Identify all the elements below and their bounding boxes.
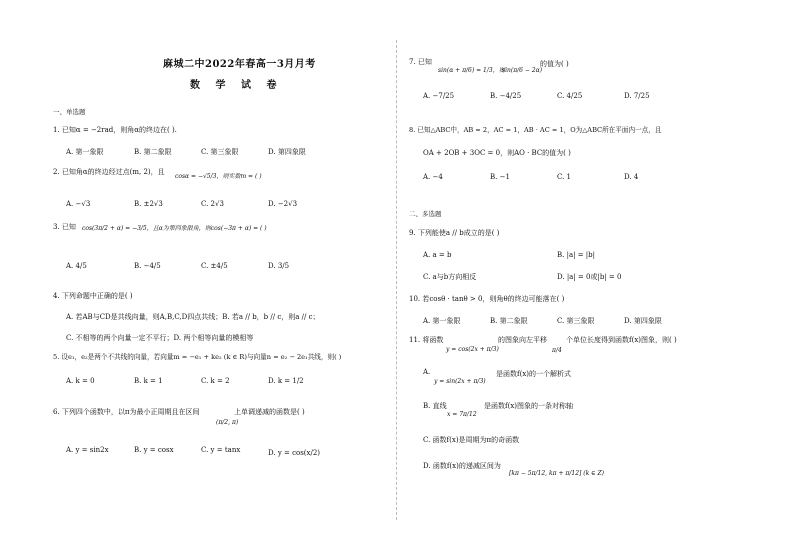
q9-option-b: B. |a| = |b| [557,251,595,259]
q1-option-c: C. 第三象限 [201,148,239,156]
q3-stem: 3. 已知 [53,223,76,231]
q3-expression: cos(3π/2 + α) = −3/5，且α为第四象限角，则cos(−3π + α) = ( ) [82,225,267,232]
q3-option-b: B. −4/5 [134,262,161,270]
q3-option-c: C. ±4/5 [201,262,228,270]
q7-expression-2: sin(π/6 − 2α) [502,67,543,74]
q11-option-a-tail: 是函数f(x)的一个解析式 [496,370,572,378]
q8-option-a: A. −4 [423,173,443,181]
q8-option-c: C. 1 [557,173,572,181]
q7-tail: 的值为( ) [540,60,569,68]
q11-stem: 11. 将函数 [409,336,444,344]
q9-stem: 9. 下列能使a // b成立的是( ) [409,229,500,237]
exam-subtitle: 数 学 试 卷 [190,80,283,91]
q11-option-b-expr: x = 7π/12 [447,411,477,418]
q2-option-c: C. 2√3 [201,200,224,208]
q7-option-a: A. −7/25 [423,92,455,100]
q7-expression: sin(α + π/6) = 1/3，则 [438,67,505,74]
q5-option-b: B. k = 1 [134,377,163,385]
q11-expression: y = cos(2x + π/3) [446,346,499,353]
q1-option-a: A. 第一象限 [66,148,104,156]
q8-option-d: D. 4 [624,173,639,181]
q11-option-b-label: B. 直线 [423,402,447,410]
q9-option-a: A. a = b [423,251,452,259]
q7-option-b: B. −4/25 [490,92,522,100]
q4-options-line2: C. 不相等的两个向量一定不平行；D. 两个相等向量的模相等 [66,334,254,342]
q11-mid: 的图象向左平移 [498,336,547,344]
q6-option-b: B. y = cosx [134,446,174,454]
q6-stem: 6. 下列四个函数中，以π为最小正周期且在区间 [53,408,200,416]
q10-stem: 10. 若cosθ · tanθ > 0，则角θ的终边可能落在( ) [409,295,565,303]
q10-option-a: A. 第一象限 [423,317,461,325]
q5-option-d: D. k = 1/2 [268,377,304,385]
q10-option-b: B. 第二象限 [490,317,528,325]
q6-interval: (π/2, π) [216,419,239,426]
q8-line2: OA + 2OB + 3OC = 0，则AO · BC的值为( ) [423,149,571,157]
q2-option-d: D. −2√3 [268,200,298,208]
q2-stem: 2. 已知角α的终边经过点(m, 2)，且 [53,168,165,176]
exam-title: 麻城二中2022年春高一3月月考 [163,59,316,70]
q7-option-c: C. 4/25 [557,92,583,100]
q11-option-b-tail: 是函数f(x)图象的一条对称轴 [484,402,574,410]
q11-option-d-label: D. 函数f(x)的递减区间为 [423,462,501,470]
q6-option-c: C. y = tanx [201,446,241,454]
q11-option-a-expr: y = sin(2x + π/3) [434,378,486,385]
q5-option-c: C. k = 2 [201,377,230,385]
q3-option-d: D. 3/5 [268,262,290,270]
section-single-choice: 一、单选题 [53,108,86,116]
q11-option-c: C. 函数f(x)是周期为π的奇函数 [423,436,520,444]
q5-option-a: A. k = 0 [66,377,95,385]
q9-option-d: D. |a| = 0或|b| = 0 [557,273,622,281]
q8-stem: 8. 已知△ABC中，AB = 2，AC = 1，AB · AC = 1，O为△ABC所在平面内一点，且 [409,126,662,134]
q2-expression: cosα = −√5/3，则实数m = ( ) [175,173,262,180]
q6-tail: 上单调递减的函数是( ) [234,408,305,416]
q7-stem: 7. 已知 [409,58,432,66]
q1-stem: 1. 已知α = −2rad，则角α的终边在( ). [53,126,177,134]
q11-shift: π/4 [552,347,562,354]
q4-stem: 4. 下列命题中正确的是( ) [53,292,133,300]
q11-option-d-expr: [kπ − 5π/12, kπ + π/12] (k ∈ Z) [509,470,605,477]
column-divider [396,40,397,520]
q6-option-a: A. y = sin2x [66,446,109,454]
q11-tail: 个单位长度得到函数f(x)图象，则( ) [566,336,677,344]
section-multiple-choice: 二、多选题 [409,210,442,218]
q1-option-d: D. 第四象限 [268,148,306,156]
q8-option-b: B. −1 [490,173,510,181]
q10-option-c: C. 第三象限 [557,317,595,325]
q6-option-d: D. y = cos(x/2) [268,449,321,457]
q2-option-a: A. −√3 [66,200,91,208]
q11-option-a-label: A. [423,368,431,376]
q4-options-line1: A. 若AB与CD是共线向量，则A,B,C,D四点共线；B. 若a // b，b // c，则a // c； [66,313,320,321]
q3-option-a: A. 4/5 [66,262,87,270]
q10-option-d: D. 第四象限 [624,317,662,325]
q1-option-b: B. 第二象限 [134,148,172,156]
q9-option-c: C. a与b方向相反 [423,273,477,281]
q7-option-d: D. 7/25 [624,92,650,100]
q2-option-b: B. ±2√3 [134,200,163,208]
q5-stem: 5. 设e₁，e₂是两个不共线的向量，若向量m = −e₁ + ke₂ (k ∈ R)与向量n = e₂ − 2e₁共线，则( ) [53,353,342,361]
